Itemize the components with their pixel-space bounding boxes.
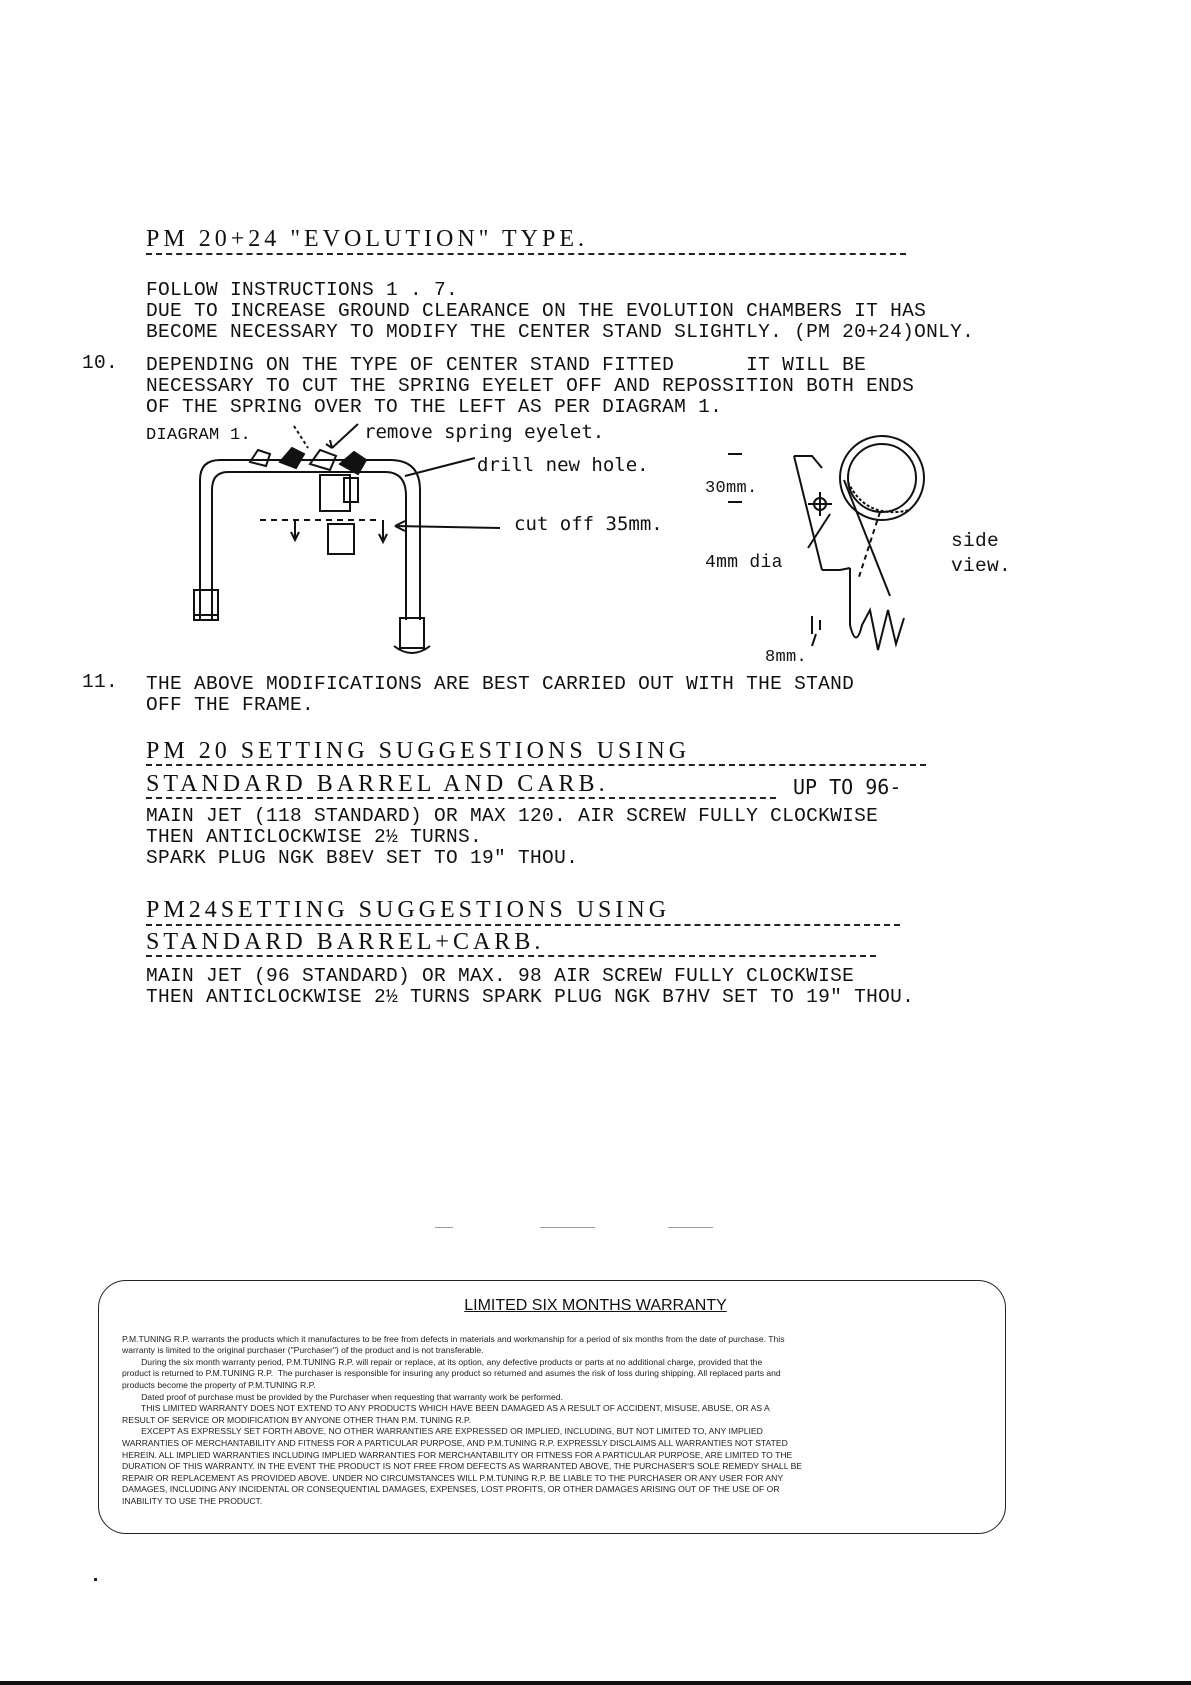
warranty-line: DURATION OF THIS WARRANTY. IN THE EVENT THE PRODUCT IS NOT FREE FROM DEFECTS AS WARRANTED ABOVE, THE PURCHASER'S SOLE REMEDY SHALL BE [122,1461,803,1472]
warranty-line: HEREIN. ALL IMPLIED WARRANTIES INCLUDING IMPLIED WARRANTIES FOR MERCHANTABILITY OR FITNESS FOR A PARTICULAR PURPOSE, ARE LIMITED TO THE [122,1449,793,1460]
diagram-label: DIAGRAM 1. [146,426,252,445]
warranty-line: EXCEPT AS EXPRESSLY SET FORTH ABOVE, NO OTHER WARRANTIES ARE EXPRESSED OR IMPLIED, INCLUDING, BUT NOT LIMITED TO, ANY IMPLIED [122,1426,763,1437]
pm20-heading-2-underline [146,797,776,799]
pm24-heading-1-underline [146,924,900,926]
pm20-line-3: SPARK PLUG NGK B8EV SET TO 19" THOU. [146,847,579,869]
warranty-line: INABILITY TO USE THE PRODUCT. [122,1495,263,1506]
heading-evolution-type: PM 20+24 "EVOLUTION" TYPE. [146,226,589,252]
annotation-cut-off: cut off 35mm. [514,513,663,535]
annotation-side: side [951,530,1000,552]
pm24-line-2: THEN ANTICLOCKWISE 2½ TURNS SPARK PLUG NGK B7HV SET TO 19" THOU. [146,986,915,1008]
warranty-line: product is returned to P.M.TUNING R.P. The purchaser is responsible for insuring any product so returned and asumes the risk of loss during shipping. All replaced parts and [122,1368,781,1379]
warranty-line: REPAIR OR REPLACEMENT AS PROVIDED ABOVE. UNDER NO CIRCUMSTANCES WILL P.M.TUNING R.P. BE LIABLE TO THE PURCHASER OR ANY USER FOR ANY [122,1472,784,1483]
step-number-11: 11. [82,671,119,693]
scan-mark [540,1227,595,1228]
step11-line-1: THE ABOVE MODIFICATIONS ARE BEST CARRIED OUT WITH THE STAND [146,673,855,695]
step11-line-2: OFF THE FRAME. [146,694,315,716]
intro-line-3: BECOME NECESSARY TO MODIFY THE CENTER STAND SLIGHTLY. (PM 20+24)ONLY. [146,321,975,343]
annotation-4mm-dia: 4mm dia [705,553,783,573]
pm20-note: UP TO 96- [793,775,902,799]
pm24-line-1: MAIN JET (96 STANDARD) OR MAX. 98 AIR SCREW FULLY CLOCKWISE [146,965,855,987]
step10-line-1: DEPENDING ON THE TYPE OF CENTER STAND FITTED IT WILL BE [146,354,867,376]
annotation-view: view. [951,555,1012,577]
pm20-heading-1-underline [146,764,926,766]
pm24-heading-1: PM24SETTING SUGGESTIONS USING [146,897,671,923]
annotation-drill-hole: drill new hole. [477,454,649,476]
warranty-text [122,1322,982,1519]
pm24-heading-2: STANDARD BARREL+CARB. [146,929,545,955]
warranty-line: THIS LIMITED WARRANTY DOES NOT EXTEND TO ANY PRODUCTS WHICH HAVE BEEN DAMAGED AS A RESULT OF ACCIDENT, MISUSE, ABUSE, OR AS A [122,1403,770,1414]
annotation-8mm: 8mm. [765,648,808,667]
pm20-heading-1: PM 20 SETTING SUGGESTIONS USING [146,738,691,764]
warranty-line: warranty is limited to the original purchaser ("Purchaser") of the product and is not transferable. [122,1345,484,1356]
scan-speck [94,1578,97,1581]
warranty-line: P.M.TUNING R.P. warrants the products which it manufactures to be free from defects in materials and workmanship for a period of six months from the date of purchase. This [122,1333,785,1344]
annotation-30mm: 30mm. [705,479,758,498]
pm24-heading-2-underline [146,955,876,957]
warranty-line: products become the property of P.M.TUNING R.P. [122,1379,316,1390]
scan-mark [668,1227,713,1228]
pm20-heading-2: STANDARD BARREL AND CARB. [146,771,609,797]
pm20-line-1: MAIN JET (118 STANDARD) OR MAX 120. AIR SCREW FULLY CLOCKWISE [146,805,879,827]
intro-line-2: DUE TO INCREASE GROUND CLEARANCE ON THE EVOLUTION CHAMBERS IT HAS [146,300,927,322]
side-view-diagram [690,420,950,670]
warranty-line: WARRANTIES OF MERCHANTABILITY AND FITNESS FOR A PARTICULAR PURPOSE, AND P.M.TUNING R.P. EXPRESSLY DISCLAIMS ALL WARRANTIES NOT STATED [122,1437,788,1448]
warranty-line: RESULT OF SERVICE OR MODIFICATION BY ANYONE OTHER THAN P.M. TUNING R.P. [122,1414,472,1425]
pm20-line-2: THEN ANTICLOCKWISE 2½ TURNS. [146,826,483,848]
warranty-title: LIMITED SIX MONTHS WARRANTY [464,1297,727,1314]
intro-line-1: FOLLOW INSTRUCTIONS 1 . 7. [146,279,459,301]
step10-line-2: NECESSARY TO CUT THE SPRING EYELET OFF AND REPOSSITION BOTH ENDS [146,375,915,397]
annotation-remove-eyelet: remove spring eyelet. [364,421,605,443]
center-stand-diagram [180,420,520,660]
step10-line-3: OF THE SPRING OVER TO THE LEFT AS PER DIAGRAM 1. [146,396,723,418]
warranty-line: DAMAGES, INCLUDING ANY INCIDENTAL OR CONSEQUENTIAL DAMAGES, EXPENSES, LOST PROFITS, OR OTHER DAMAGES ARISING OUT OF THE USE OF OR [122,1484,780,1495]
heading-underline [146,253,906,255]
bottom-edge [0,1681,1191,1685]
warranty-line: Dated proof of purchase must be provided by the Purchaser when requesting that warranty work be performed. [122,1391,563,1402]
scan-mark [435,1227,453,1228]
step-number-10: 10. [82,352,119,374]
warranty-line: During the six month warranty period, P.M.TUNING R.P. will repair or replace, at its option, any defective products or parts at no additional charge, provided that the [122,1356,763,1367]
